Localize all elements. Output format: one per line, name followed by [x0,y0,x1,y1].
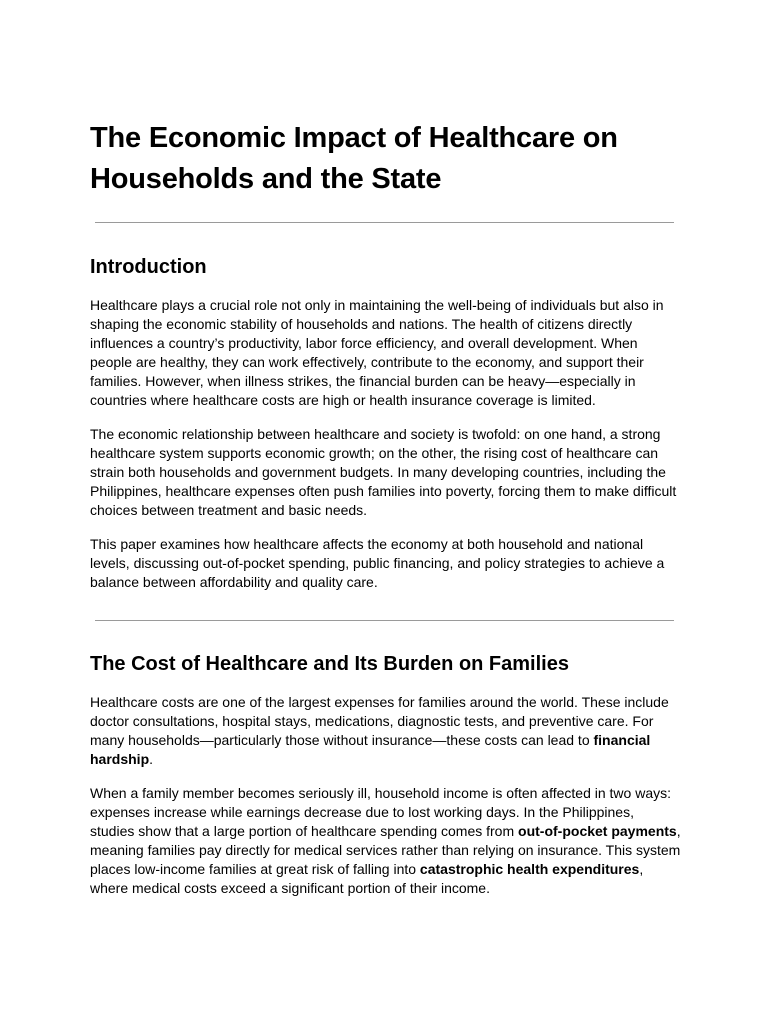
intro-paragraph-3: This paper examines how healthcare affects the economy at both household and national levels, discussing out-of-pocket spending, public financing, and policy strategies to achieve a balance between affordability and quality care. [90,536,665,590]
cost-p2-text-c: , where medical costs exceed a significant portion of their income. [90,861,644,896]
cost-p2-text-a: When a family member becomes seriously ill, household income is often affected in two ways: expenses increase while earnings decrease due to lost working days. In the Philippines, studies show that a large portion of healthcare spending comes from [90,785,672,839]
cost-p1-text-b: . [149,751,154,767]
document-title: The Economic Impact of Healthcare on Households and the State [90,122,618,195]
cost-paragraph-2 [90,784,682,898]
section-divider [95,620,674,621]
cost-p1-bold-a: financial hardship [90,732,651,767]
intro-paragraph-1: Healthcare plays a crucial role not only in maintaining the well-being of individuals but also in shaping the economic stability of households and nations. The health of citizens directly influences a country’s productivity, labor force efficiency, and overall development. When people are healthy, they can work effectively, contribute to the economy, and support their families. However, when illness strikes, the financial burden can be heavy—especially in countries where healthcare costs are high or health insurance coverage is limited. [90,297,664,408]
section-heading-cost: The Cost of Healthcare and Its Burden on Families [90,653,569,675]
cost-p2-bold-b: catastrophic health expenditures [419,861,640,877]
section-divider [95,222,674,223]
section-heading-introduction: Introduction [90,256,207,278]
cost-p1-text-a: Healthcare costs are one of the largest expenses for families around the world. These include doctor consultations, hospital stays, medications, diagnostic tests, and preventive care. For many households—particularly those without insurance—these costs can lead to [90,694,669,748]
cost-p2-text-b: , meaning families pay directly for medical services rather than relying on insurance. This system places low-income families at great risk of falling into [90,823,681,877]
intro-paragraph-2: The economic relationship between healthcare and society is twofold: on one hand, a strong healthcare system supports economic growth; on the other, the rising cost of healthcare can strain both households and government budgets. In many developing countries, including the Philippines, healthcare expenses often push families into poverty, forcing them to make difficult choices between treatment and basic needs. [90,426,677,518]
cost-paragraph-1 [90,693,682,769]
document-page [90,118,682,898]
cost-p2-bold-a: out-of-pocket payments [518,823,677,839]
